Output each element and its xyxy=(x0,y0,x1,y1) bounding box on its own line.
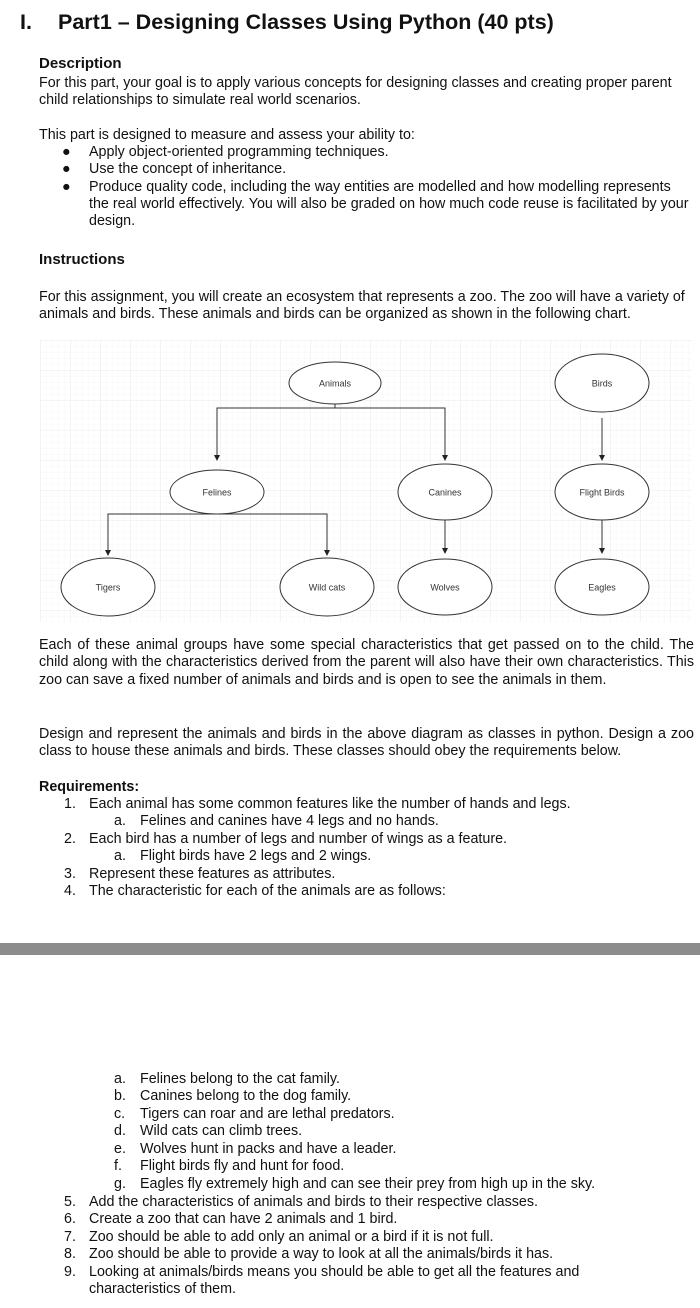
list-item: ● Use the concept of inheritance. xyxy=(62,161,287,178)
characteristic-item: g. Eagles fly extremely high and can see their prey from high up in the sky. xyxy=(114,1176,596,1192)
requirement-item: 8. Zoo should be able to provide a way to look at all the animals/birds it has. xyxy=(64,1246,554,1262)
bullet-icon: ● xyxy=(62,144,71,160)
characteristic-item: f. Flight birds fly and hunt for food. xyxy=(114,1158,345,1174)
requirement-subitem: a. Felines and canines have 4 legs and no hands. xyxy=(114,813,439,829)
section-title: Part1 – Designing Classes Using Python (40 pts) xyxy=(58,10,554,34)
node-label-tigers: Tigers xyxy=(95,582,121,593)
requirement-item: 5. Add the characteristics of animals and birds to their respective classes. xyxy=(64,1194,538,1210)
node-label-canines: Canines xyxy=(428,487,462,498)
intro-text: This part is designed to measure and assess your ability to: xyxy=(39,127,415,143)
requirement-item: 1. Each animal has some common features like the number of hands and legs. xyxy=(64,796,571,812)
list-item: ● Produce quality code, including the way entities are modelled and how modelling represents the real world effectively. You will also be graded on how much code reuse is facilitated by your design. xyxy=(62,178,689,230)
bullet-icon: ● xyxy=(62,178,71,195)
requirement-item: 9. Looking at animals/birds means you should be able to get all the features and characteristics of them. xyxy=(64,1264,580,1298)
node-label-wolves: Wolves xyxy=(430,582,460,593)
requirement-item: 7. Zoo should be able to add only an animal or a bird if it is not full. xyxy=(64,1229,494,1245)
hierarchy-diagram xyxy=(40,340,692,622)
node-label-birds: Birds xyxy=(591,378,613,389)
node-label-flight-birds: Flight Birds xyxy=(579,487,625,498)
section-heading xyxy=(20,10,554,35)
requirement-item: 3. Represent these features as attributes. xyxy=(64,866,336,882)
instructions-text: For this assignment, you will create an ecosystem that represents a zoo. The zoo will have a variety of animals and birds. These animals and birds can be organized as shown in the following chart. xyxy=(39,289,685,323)
bullet-icon: ● xyxy=(62,161,71,178)
requirement-item: 4. The characteristic for each of the animals are as follows: xyxy=(64,883,446,899)
paragraph-design: Design and represent the animals and birds in the above diagram as classes in python. Design a zoo class to house these animals and birds. These classes should obey the requirements below. xyxy=(39,726,694,760)
skills-list xyxy=(39,144,694,230)
characteristic-item: c. Tigers can roar and are lethal predators. xyxy=(114,1106,395,1122)
node-label-wild-cats: Wild cats xyxy=(308,582,346,593)
requirements-title: Requirements: xyxy=(39,779,140,795)
paragraph-characteristics: Each of these animal groups have some special characteristics that get passed on to the child. The child along with the characteristics derived from the parent will also have their own characteristics. This zoo can save a fixed number of animals and birds and is open to see the animals in them. xyxy=(39,637,694,688)
node-label-felines: Felines xyxy=(202,487,232,498)
list-item: ● Apply object-oriented programming techniques. xyxy=(62,144,389,160)
description-text: For this part, your goal is to apply various concepts for designing classes and creating proper parent child relationships to simulate real world scenarios. xyxy=(39,75,672,109)
characteristic-item: d. Wild cats can climb trees. xyxy=(114,1123,303,1139)
page-divider xyxy=(0,943,700,955)
node-label-animals: Animals xyxy=(318,378,352,389)
node-label-eagles: Eagles xyxy=(588,582,616,593)
requirement-subitem: a. Flight birds have 2 legs and 2 wings. xyxy=(114,848,372,864)
characteristic-item: a. Felines belong to the cat family. xyxy=(114,1071,340,1087)
description-title: Description xyxy=(39,55,122,72)
characteristic-item: e. Wolves hunt in packs and have a leader. xyxy=(114,1141,397,1157)
characteristic-item: b. Canines belong to the dog family. xyxy=(114,1088,352,1104)
section-number: I. xyxy=(20,10,32,34)
requirement-item: 6. Create a zoo that can have 2 animals and 1 bird. xyxy=(64,1211,398,1227)
instructions-title: Instructions xyxy=(39,251,125,268)
requirement-item: 2. Each bird has a number of legs and number of wings as a feature. xyxy=(64,831,508,847)
